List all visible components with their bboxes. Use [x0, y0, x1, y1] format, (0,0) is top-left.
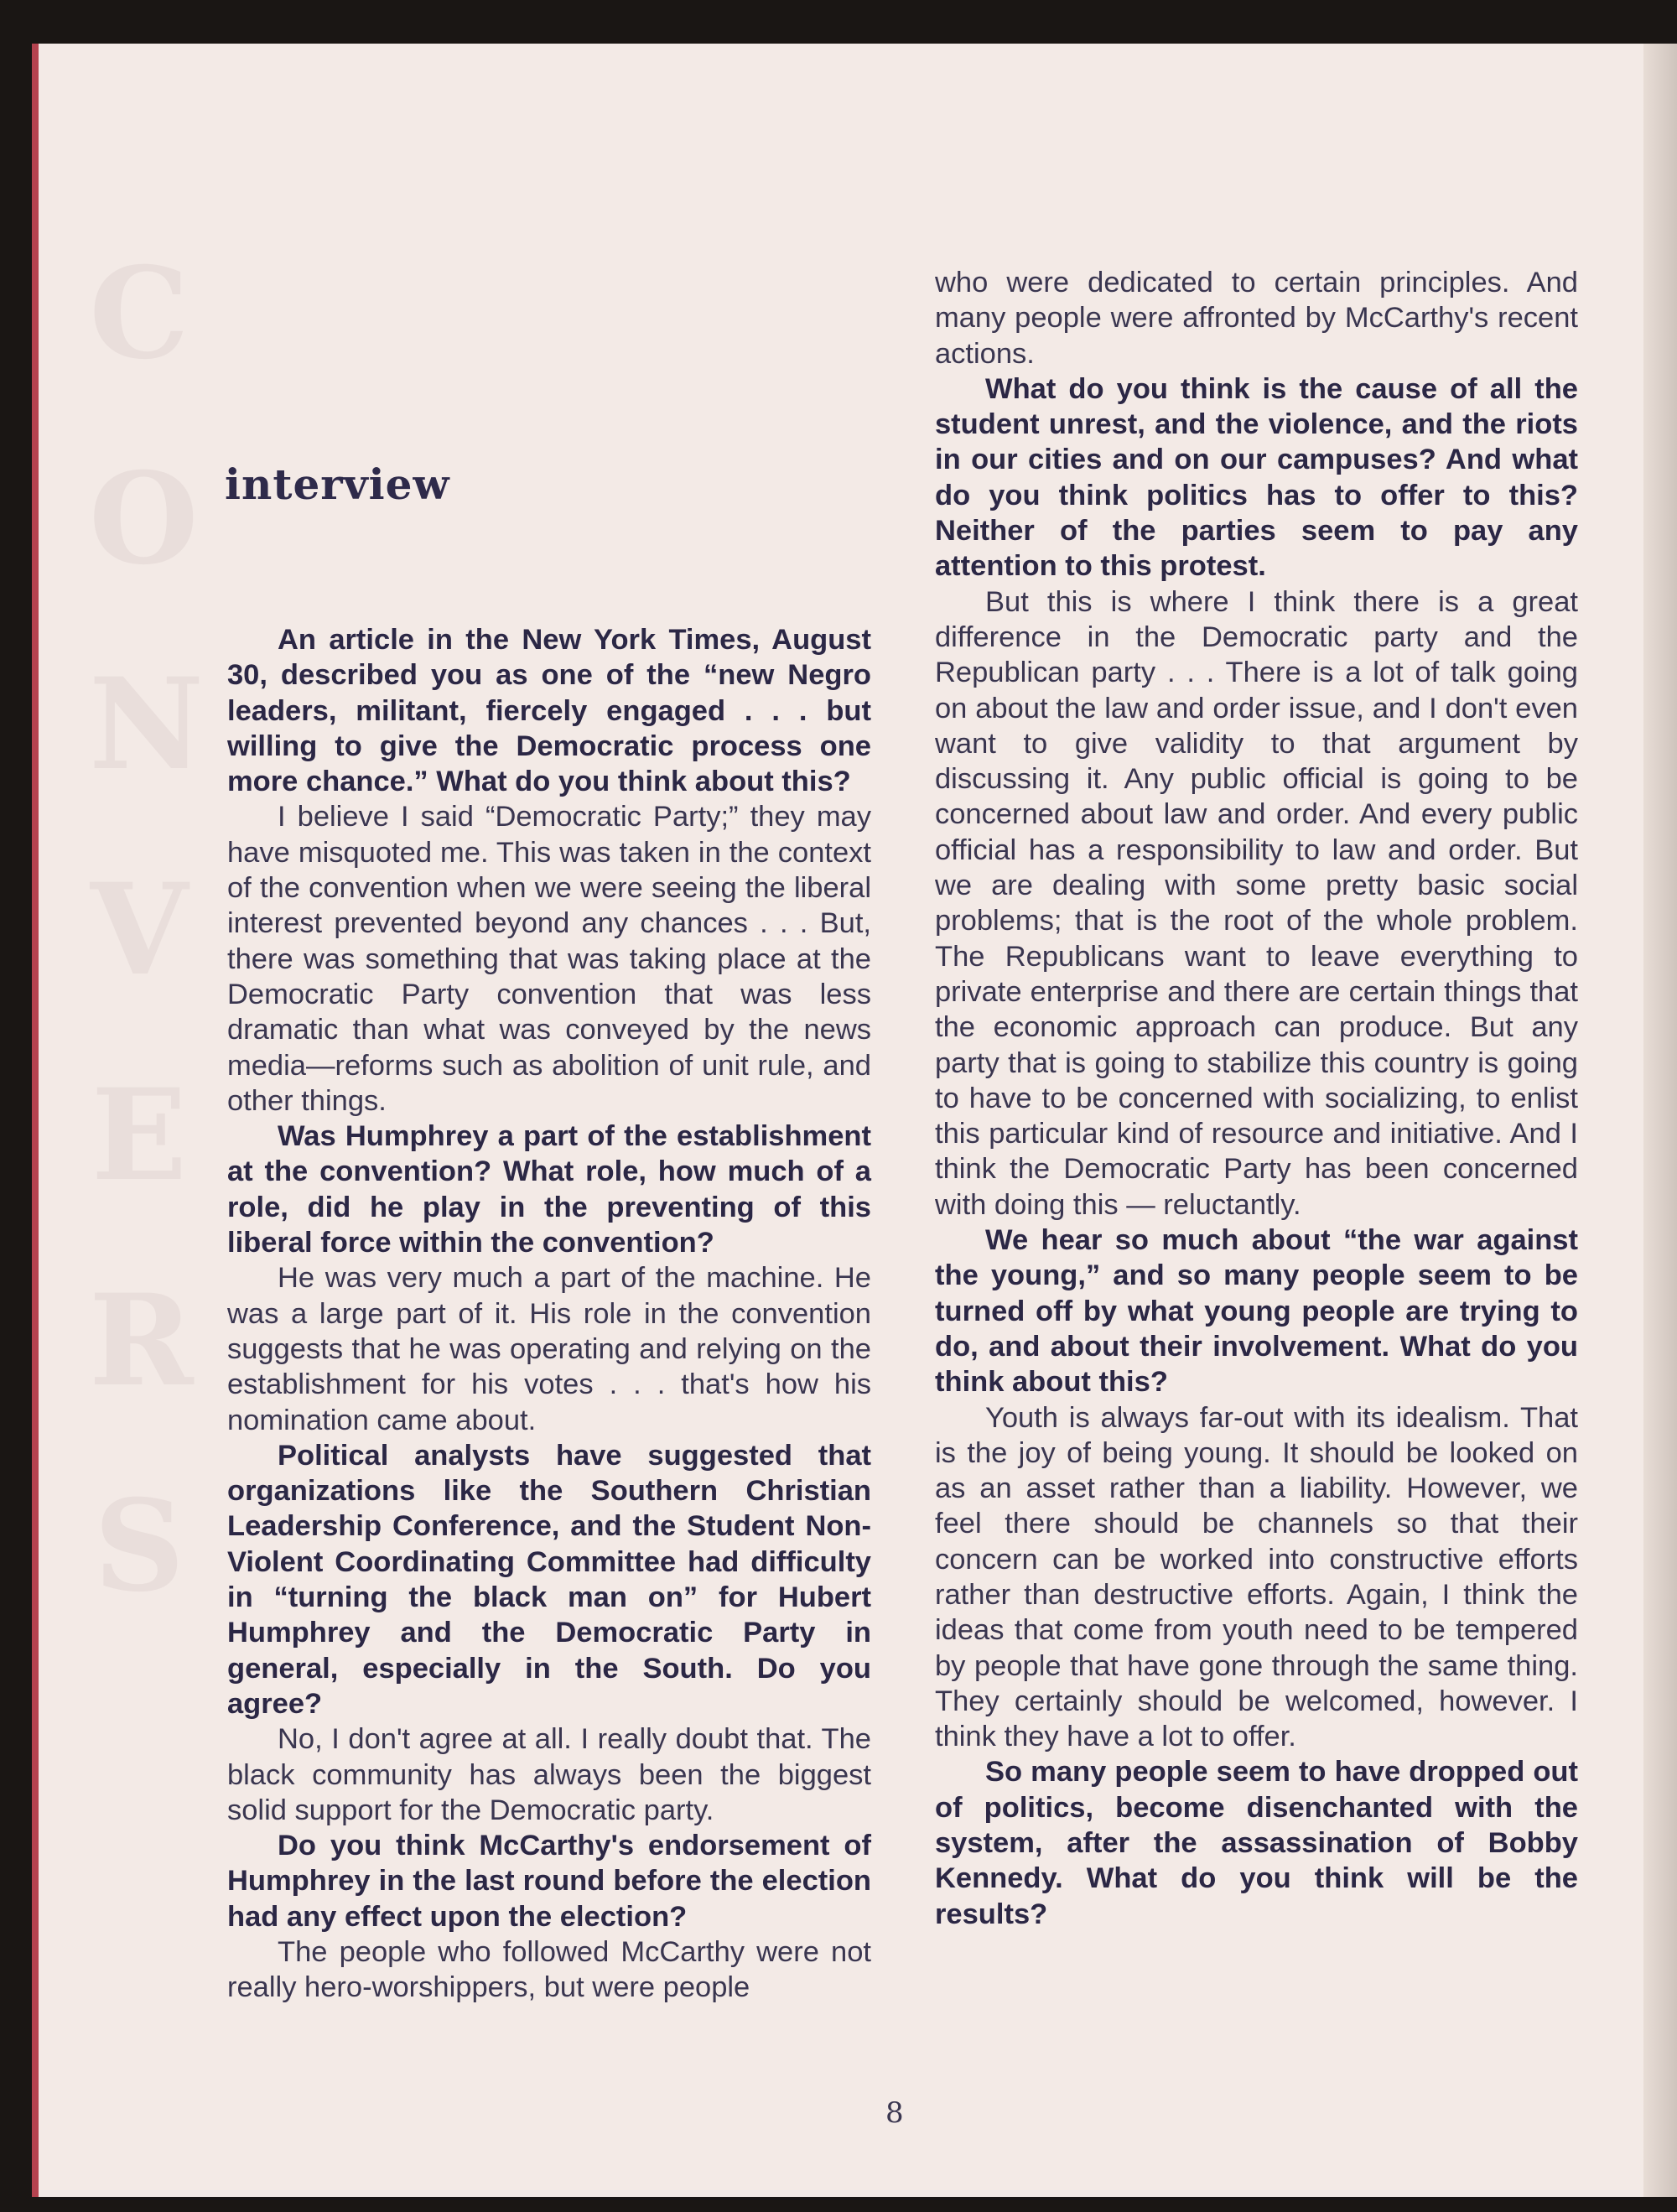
- question-paragraph: We hear so much about “the war against the young,” and so many people seem to be turned off by what young people are trying to do, and about their involvement. What do you think about this?: [935, 1224, 1578, 1399]
- answer-paragraph: Youth is always far-out with its idealism. That is the joy of being young. It should be looked on as an asset rather than a liability. However, we feel there should be channels so that their concern can be worked into constructive efforts rather than destructive efforts. Again, I think the ideas that come from youth need to be tempered by people that have gone through the same thing. They certainly should be welcomed, however. I think they have a lot to offer.: [935, 1401, 1578, 1753]
- answer-paragraph: I believe I said “Democratic Party;” they may have misquoted me. This was taken in the context of the convention when we were seeing the liberal interest prevented beyond any chances . . . But, there was something that was taking place at the Democratic Party convention that was less dramatic than what was conveyed by the news media—reforms such as abolition of unit rule, and other things.: [227, 801, 871, 1117]
- page-edge: [1643, 44, 1677, 2197]
- answer-paragraph: No, I don't agree at all. I really doubt that. The black community has always been the biggest solid support for the Democratic party.: [227, 1723, 871, 1826]
- left-column: [227, 622, 871, 2006]
- question-paragraph: What do you think is the cause of all the student unrest, and the violence, and the riots in our cities and on our campuses? And what do you think politics has to offer to this? Neither of the parties seem to pay any attention to this protest.: [935, 372, 1578, 583]
- answer-paragraph: He was very much a part of the machine. He was a large part of it. His role in the convention suggests that he was operating and relying on the establishment for his votes . . . that's how his nomination came about.: [227, 1262, 871, 1436]
- right-column: [935, 265, 1578, 1932]
- question-paragraph: So many people seem to have dropped out of politics, become disenchanted with the system, after the assassination of Bobby Kennedy. What do you think will be the results?: [935, 1756, 1578, 1930]
- answer-paragraph: But this is where I think there is a great difference in the Democratic party and the Republican party . . . There is a lot of talk going on about the law and order issue, and I don't even want to give validity to that argument by discussing it. Any public official is going to be concerned about law and order. And every public official has a responsibility to law and order. But we are dealing with some pretty basic social problems; that is the root of the whole problem. The Republicans want to leave everything to private enterprise and there are certain things that the economic approach can produce. But any party that is going to stabilize this country is going to have to be concerned with socializing, to enlist this particular kind of resource and initiative. And I think the Democratic Party has been concerned with doing this — reluctantly.: [935, 585, 1578, 1221]
- question-paragraph: Do you think McCarthy's endorsement of Humphrey in the last round before the election had any effect upon the election?: [227, 1830, 871, 1933]
- show-through-lettering: C O N V E R S: [89, 240, 205, 1620]
- question-paragraph: An article in the New York Times, August 30, described you as one of the “new Negro leaders, militant, fiercely engaged . . . but willing to give the Democratic process one more chance.” What do you think about this?: [227, 624, 871, 798]
- answer-paragraph: The people who followed McCarthy were not really hero-worshippers, but were people: [227, 1935, 871, 2004]
- section-title: interview: [225, 460, 450, 509]
- page-number: 8: [885, 2096, 904, 2130]
- question-paragraph: Political analysts have suggested that organizations like the Southern Christian Leadership Conference, and the Student Non-Violent Coordinating Committee had difficulty in “turning the black man on” for Hubert Humphrey and the Democratic Party in general, especially in the South. Do you agree?: [227, 1439, 871, 1720]
- question-paragraph: Was Humphrey a part of the establishment at the convention? What role, how much of a role, did he play in the preventing of this liberal force within the convention?: [227, 1120, 871, 1259]
- answer-paragraph: who were dedicated to certain principles. And many people were affronted by McCarthy's recent actions.: [935, 267, 1578, 370]
- page: [32, 44, 1643, 2197]
